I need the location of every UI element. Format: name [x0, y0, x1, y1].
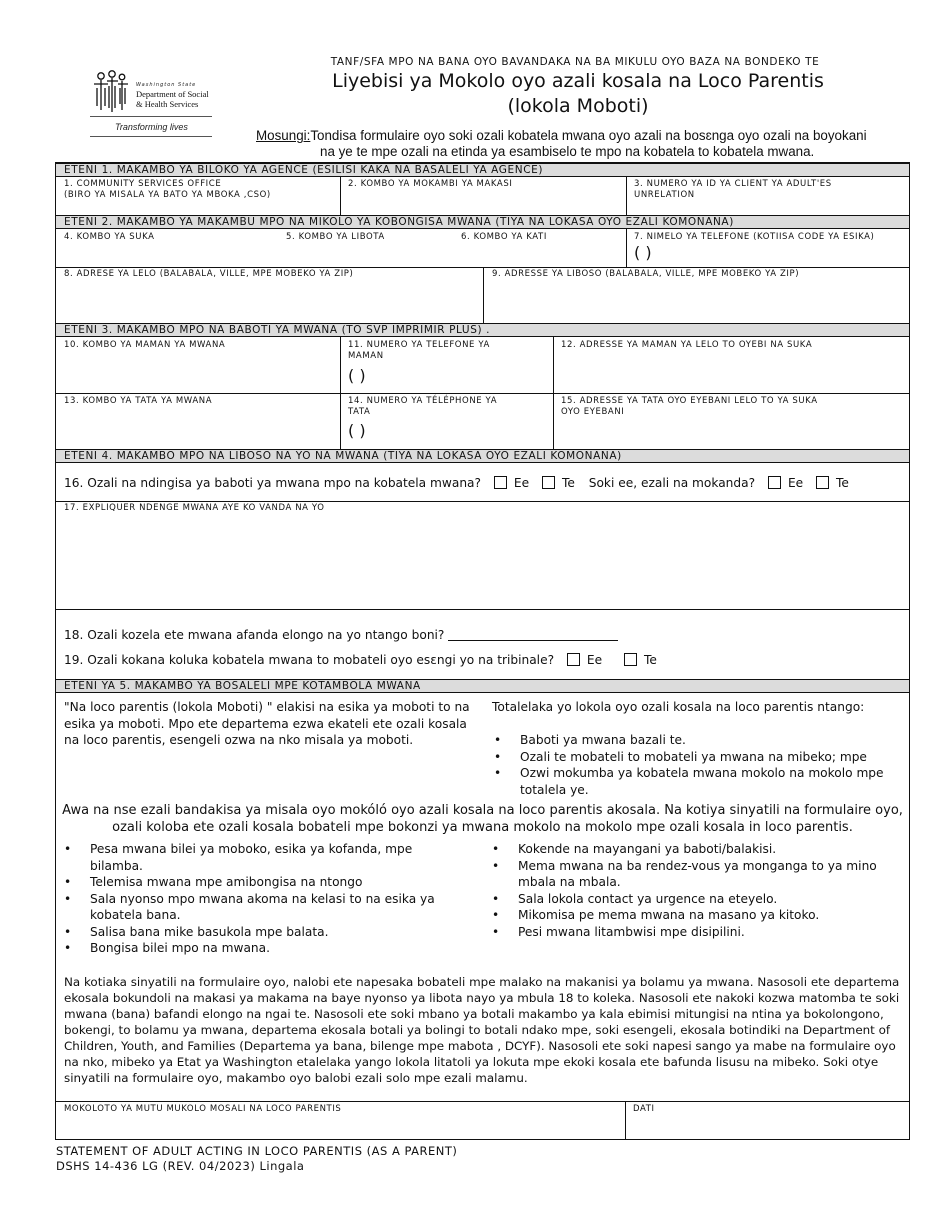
considered-criteria-list	[492, 732, 902, 798]
list-item: • Mikomisa pe mema mwana na masano ya kitoko.	[490, 907, 900, 924]
field-client-id[interactable]: 3. NUMERO YA ID YA CLIENT YA ADULT'ES UNRELATION	[634, 179, 832, 200]
question-19: 19. Ozali kokana koluka kobatela mwana to mobateli oyo esɛngi yo na tribinale? Ee Te	[64, 653, 657, 667]
field-current-address[interactable]: 8. ADRESE YA LELO (BALABALA, VILLE, MPE MOBEKO YA ZIP)	[64, 269, 354, 279]
list-item: • Mema mwana na ba rendez-vous ya monganga to ya mino mbala na mbala.	[490, 858, 900, 891]
section-5-header: ETENI YA 5. MAKAMBO YA BOSALELI MPE KOTAMBOLA MWANA	[56, 679, 909, 693]
list-item: • Pesa mwana bilei ya moboko, esika ya kofanda, mpe bilamba.	[62, 841, 462, 874]
logo-state: Washington State	[136, 82, 197, 88]
field-last-name[interactable]: 4. KOMBO YA SUKA	[64, 232, 155, 242]
divider	[56, 501, 909, 502]
question-16: 16. Ozali na ndingisa ya baboti ya mwana mpo na kobatela mwana? Ee Te Soki ee, ezali na mokanda? Ee Te	[64, 476, 849, 490]
list-item: • Bongisa bilei mpo na mwana.	[62, 940, 462, 957]
field-middle-name[interactable]: 6. KOMBO YA KATI	[461, 232, 547, 242]
phone-area-code: ( )	[634, 243, 652, 262]
field-explain-living[interactable]: 17. EXPLIQUER NDENGE MWANA AYE KO VANDA NA YO	[64, 503, 325, 513]
list-item: • Kokende na mayangani ya baboti/balakisi.	[490, 841, 900, 858]
duties-list-left	[62, 841, 462, 957]
in-loco-parentis-definition: "Na loco parentis (lokola Moboti) " elakisi na esika ya moboti to na esika ya moboti. Mpo ete departema ezwa ekateli ete ozali kosala na loco parentis, esengeli ozwa na nko misala ya moboti.	[64, 700, 470, 747]
section-4-header: ETENI 4. MAKAMBO MPO NA LIBOSO NA YO NA MWANA (TIYA NA LOKASA OYO EZALI KOMONANA)	[56, 449, 909, 463]
field-mother-address[interactable]: 12. ADRESSE YA MAMAN YA LELO TO OYEBI NA SUKA	[561, 340, 813, 350]
field-father-address[interactable]: 15. ADRESSE YA TATA OYO EYEBANI LELO TO YA SUKA OYO EYEBANI	[561, 396, 818, 417]
field-first-name[interactable]: 5. KOMBO YA LIBOTA	[286, 232, 385, 242]
list-item: • Telemisa mwana mpe amibongisa na ntongo	[62, 874, 462, 891]
agency-line: TANF/SFA MPO NA BANA OYO BAVANDAKA NA BA MIKULU OYO BAZA NA BONDEKO TE	[330, 56, 820, 68]
instructions-text: Tondisa formulaire oyo soki ozali kobatela mwana oyo azali na bosɛnga oyo ozali na boyokani	[310, 128, 867, 143]
question-18: 18. Ozali kozela ete mwana afanda elongo na yo ntango boni?	[64, 628, 618, 642]
divider	[56, 609, 909, 610]
phone-area-code: ( )	[348, 421, 366, 440]
form-number: DSHS 14-436 LG (REV. 04/2023) Lingala	[56, 1159, 305, 1173]
list-item: • Ozali te mobateli to mobateli ya mwana na mibeko; mpe	[492, 749, 902, 766]
divider	[483, 267, 484, 323]
divider	[626, 229, 627, 267]
divider	[56, 393, 909, 394]
list-item: • Ozwi mokumba ya kobatela mwana mokolo na mokolo mpe totalela ye.	[492, 765, 902, 798]
section-1-header: ETENI 1. MAKAMBO YA BILOKO YA AGENCE (ESILISI KAKA NA BASALELI YA AGENCE)	[56, 163, 909, 177]
form-frame	[55, 162, 910, 1140]
divider	[626, 177, 627, 215]
field-phone[interactable]: 7. NIMELO YA TELEFONE (KOTIISA CODE YA ESIKA)	[634, 232, 875, 242]
q18-answer-line[interactable]	[448, 629, 618, 641]
dshs-logo	[90, 70, 212, 136]
phone-area-code: ( )	[348, 366, 366, 385]
family-figures-icon	[90, 70, 132, 114]
q16b-yes-checkbox[interactable]	[768, 476, 781, 489]
q19-no-checkbox[interactable]	[624, 653, 637, 666]
section-3-header: ETENI 3. MAKAMBO MPO NA BABOTI YA MWANA (TO SVP IMPRIMIR PLUS) .	[56, 323, 909, 337]
attestation-paragraph: Na kotiaka sinyatili na formulaire oyo, nalobi ete napesaka bobateli mpe malako na makanisi ya bolamu ya mwana. Nasosoli ete departema ekosala bokundoli na makasi ya makama na baye nyonso ya libota nayo ya mbula 18 to koleka. Nasosoli ete nakoki kozwa matomba te soki mwana (bana) bafandi elongo na ngai te. Nasosoli ete soki mbano ya botali makambo ya kala ebimisi mitungisi na ntina ya bokolongono, bokengi, to bolamu ya mwana, departema ekosala botali ya bolingi to botali ndako mpe, soki esengeli, ekosala botindiki na Department of Children, Youth, and Families (Departema ya bana, bilenge mpe mabota , DCYF). Nasosoli ete soki napesi sango ya mabe na formulaire oyo na nko, mibeko ya Etat ya Washington etalelaka yango lokola litatoli ya lokuta mpe ekoki kosala ete bafunda lisusu na mibeko. Soki otye sinyatili na formulaire oyo, makambo oyo balobi ezali solo mpe ezali malamu.	[64, 975, 900, 1085]
page-title: Liyebisi ya Mokolo oyo azali kosala na Loco Parentis	[332, 70, 824, 92]
field-father-phone[interactable]: 14. NUMERO YA TÉLÉPHONE YA TATA	[348, 396, 498, 417]
field-mother-name[interactable]: 10. KOMBO YA MAMAN YA MWANA	[64, 340, 226, 350]
q16-yes-checkbox[interactable]	[494, 476, 507, 489]
field-mother-phone[interactable]: 11. NUMERO YA TELEFONE YA MAMAN	[348, 340, 490, 361]
divider	[625, 1101, 626, 1140]
q19-yes-checkbox[interactable]	[567, 653, 580, 666]
q16b-no-checkbox[interactable]	[816, 476, 829, 489]
signature-field[interactable]: MOKOLOTO YA MUTU MUKOLO MOSALI NA LOCO PARENTIS	[64, 1104, 342, 1114]
page-subtitle: (lokola Moboti)	[507, 95, 649, 117]
list-item: • Baboti ya mwana bazali te.	[492, 732, 902, 749]
instructions	[256, 128, 916, 160]
examples-intro: Awa na nse ezali bandakisa ya misala oyo mokóló oyo azali kosala na loco parentis akosala. Na kotiya sinyatili na formulaire oyo, ozali koloba ete ozali kosala bobateli mpe bokonzi ya mwana mokolo na mokolo mpe ozali kosala in loco parentis.	[62, 803, 903, 835]
considered-in-loco-intro: Totalelaka yo lokola oyo ozali kosala na loco parentis ntango:	[492, 700, 865, 714]
field-worker-name[interactable]: 2. KOMBO YA MOKAMBI YA MAKASI	[348, 179, 513, 189]
divider	[56, 1101, 909, 1102]
logo-department: Department of Social & Health Services	[136, 89, 209, 109]
divider	[340, 177, 341, 215]
field-father-name[interactable]: 13. KOMBO YA TATA YA MWANA	[64, 396, 213, 406]
logo-divider	[90, 116, 212, 117]
q16-no-checkbox[interactable]	[542, 476, 555, 489]
section-2-header: ETENI 2. MAKAMBO YA MAKAMBU MPO NA MIKOLO YA KOBONGISA MWANA (TIYA NA LOKASA OYO EZALI KOMONANA)	[56, 215, 909, 229]
instructions-label: Mosungi:	[256, 128, 311, 143]
form-title-english: STATEMENT OF ADULT ACTING IN LOCO PARENTIS (AS A PARENT)	[56, 1144, 458, 1158]
field-previous-address[interactable]: 9. ADRESSE YA LIBOSO (BALABALA, VILLE, MPE MOBEKO YA ZIP)	[492, 269, 800, 279]
list-item: • Sala lokola contact ya urgence na eteyelo.	[490, 891, 900, 908]
date-field[interactable]: DATI	[633, 1104, 655, 1114]
logo-tagline: Transforming lives	[115, 122, 188, 132]
list-item: • Sala nyonso mpo mwana akoma na kelasi to na esika ya kobatela bana.	[62, 891, 462, 924]
duties-list-right	[490, 841, 900, 940]
instructions-text: na ye te mpe ozali na etinda ya esambiselo te mpo na kobatela to kobatela mwana.	[320, 144, 815, 159]
field-community-services-office[interactable]: 1. COMMUNITY SERVICES OFFICE (BIRO YA MISALA YA BATO YA MBOKA ,CSO)	[64, 179, 271, 200]
list-item: • Pesi mwana litambwisi mpe disipilini.	[490, 924, 900, 941]
list-item: • Salisa bana mike basukola mpe balata.	[62, 924, 462, 941]
logo-divider	[90, 136, 212, 137]
